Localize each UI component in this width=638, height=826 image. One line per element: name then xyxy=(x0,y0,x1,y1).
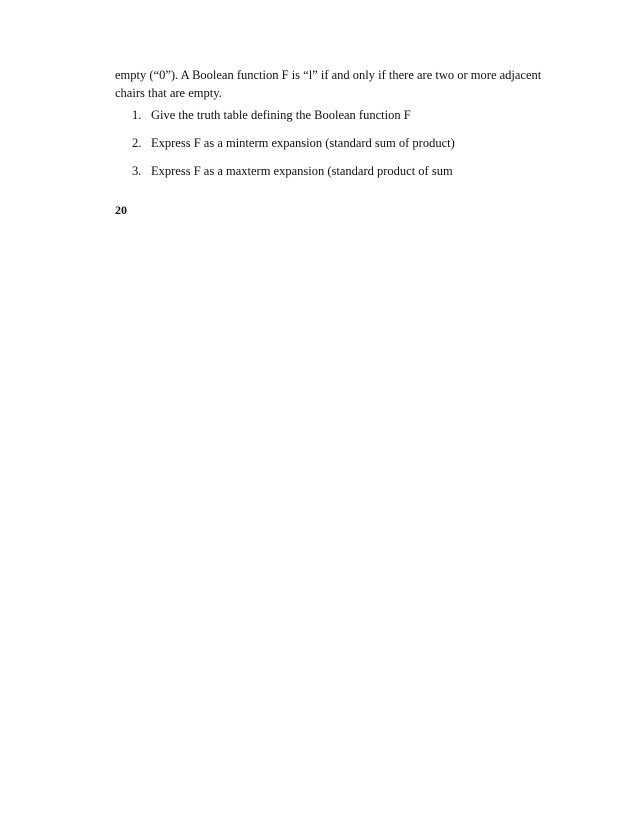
list-item-text: Express F as a minterm expansion (standard sum of product) xyxy=(151,136,455,150)
list-item xyxy=(132,106,455,134)
paragraph-line-1: empty (“0”). A Boolean function F is “l” if and only if there are two or more adjacent xyxy=(115,68,542,82)
list-item-number: 1. xyxy=(132,108,142,122)
list-item xyxy=(132,134,455,162)
list-item-number: 2. xyxy=(132,136,142,150)
paragraph-line-2: chairs that are empty. xyxy=(115,86,222,100)
list-item-text: Give the truth table defining the Boolean function F xyxy=(151,108,411,122)
question-list xyxy=(132,106,455,190)
list-item xyxy=(132,162,455,190)
list-item-number: 3. xyxy=(132,164,142,178)
page-number: 20 xyxy=(115,203,127,217)
list-item-text: Express F as a maxterm expansion (standard product of sum xyxy=(151,164,453,178)
body-paragraph xyxy=(115,66,545,102)
